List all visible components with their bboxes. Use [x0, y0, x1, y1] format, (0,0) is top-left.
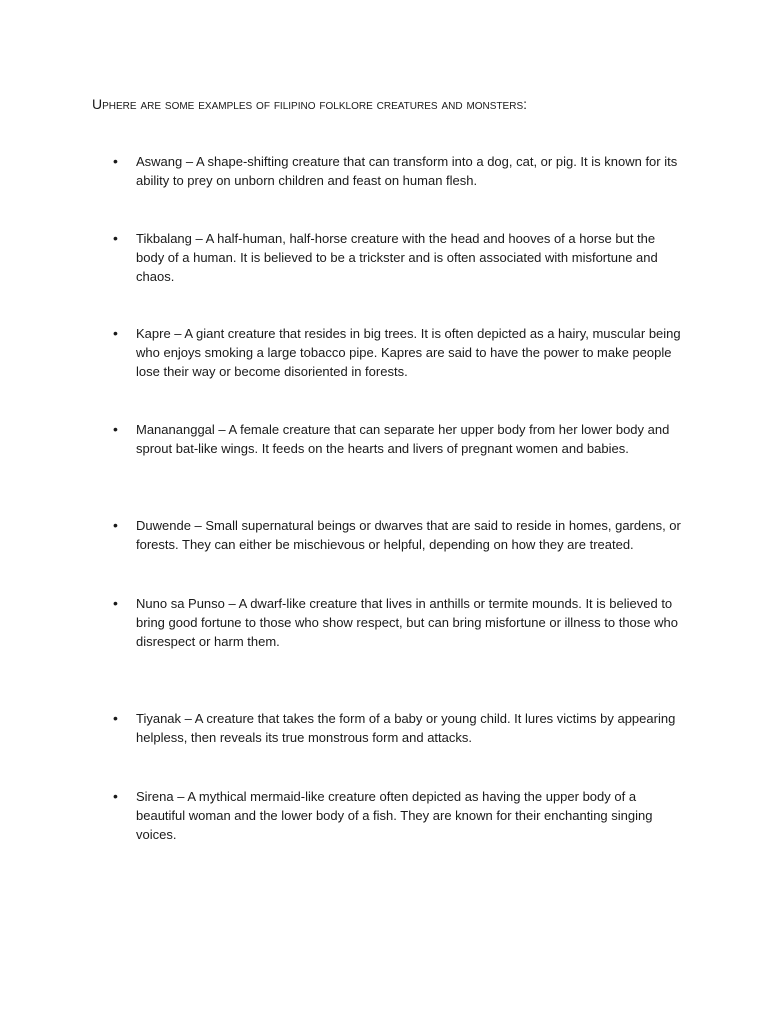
bullet-icon: •	[113, 517, 118, 533]
bullet-icon: •	[113, 421, 118, 437]
bullet-icon: •	[113, 230, 118, 246]
list-item-text: Tiyanak – A creature that takes the form of a baby or young child. It lures victims by appearing helpless, then reveals its true monstrous form and attacks.	[136, 711, 676, 745]
bullet-icon: •	[113, 788, 118, 804]
bullet-icon: •	[113, 325, 118, 341]
bullet-icon: •	[113, 595, 118, 611]
list-item-text: Duwende – Small supernatural beings or dwarves that are said to reside in homes, gardens, or forests. They can either be mischievous or helpful, depending on how they are treated.	[136, 518, 681, 552]
list-item-text: Nuno sa Punso – A dwarf-like creature that lives in anthills or termite mounds. It is believed to bring good fortune to those who show respect, but can bring misfortune or illness to those who disrespect or harm them.	[136, 596, 678, 649]
list-item-text: Kapre – A giant creature that resides in big trees. It is often depicted as a hairy, muscular being who enjoys smoking a large tobacco pipe. Kapres are said to have the power to make people lose their way or become disoriented in forests.	[136, 326, 681, 379]
list-item-text: Sirena – A mythical mermaid-like creature often depicted as having the upper body of a beautiful woman and the lower body of a fish. They are known for their enchanting singing voices.	[136, 789, 653, 842]
intro-text: Uphere are some examples of filipino folklore creatures and monsters:	[92, 96, 528, 112]
bullet-icon: •	[113, 710, 118, 726]
list-item-text: Aswang – A shape-shifting creature that can transform into a dog, cat, or pig. It is known for its ability to prey on unborn children and feast on human flesh.	[136, 154, 678, 188]
bullet-icon: •	[113, 153, 118, 169]
list-item-text: Tikbalang – A half-human, half-horse creature with the head and hooves of a horse but the body of a human. It is believed to be a trickster and is often associated with misfortune and chaos.	[136, 231, 658, 284]
list-item-text: Manananggal – A female creature that can separate her upper body from her lower body and sprout bat-like wings. It feeds on the hearts and livers of pregnant women and babies.	[136, 422, 670, 456]
intro-heading	[92, 95, 712, 113]
